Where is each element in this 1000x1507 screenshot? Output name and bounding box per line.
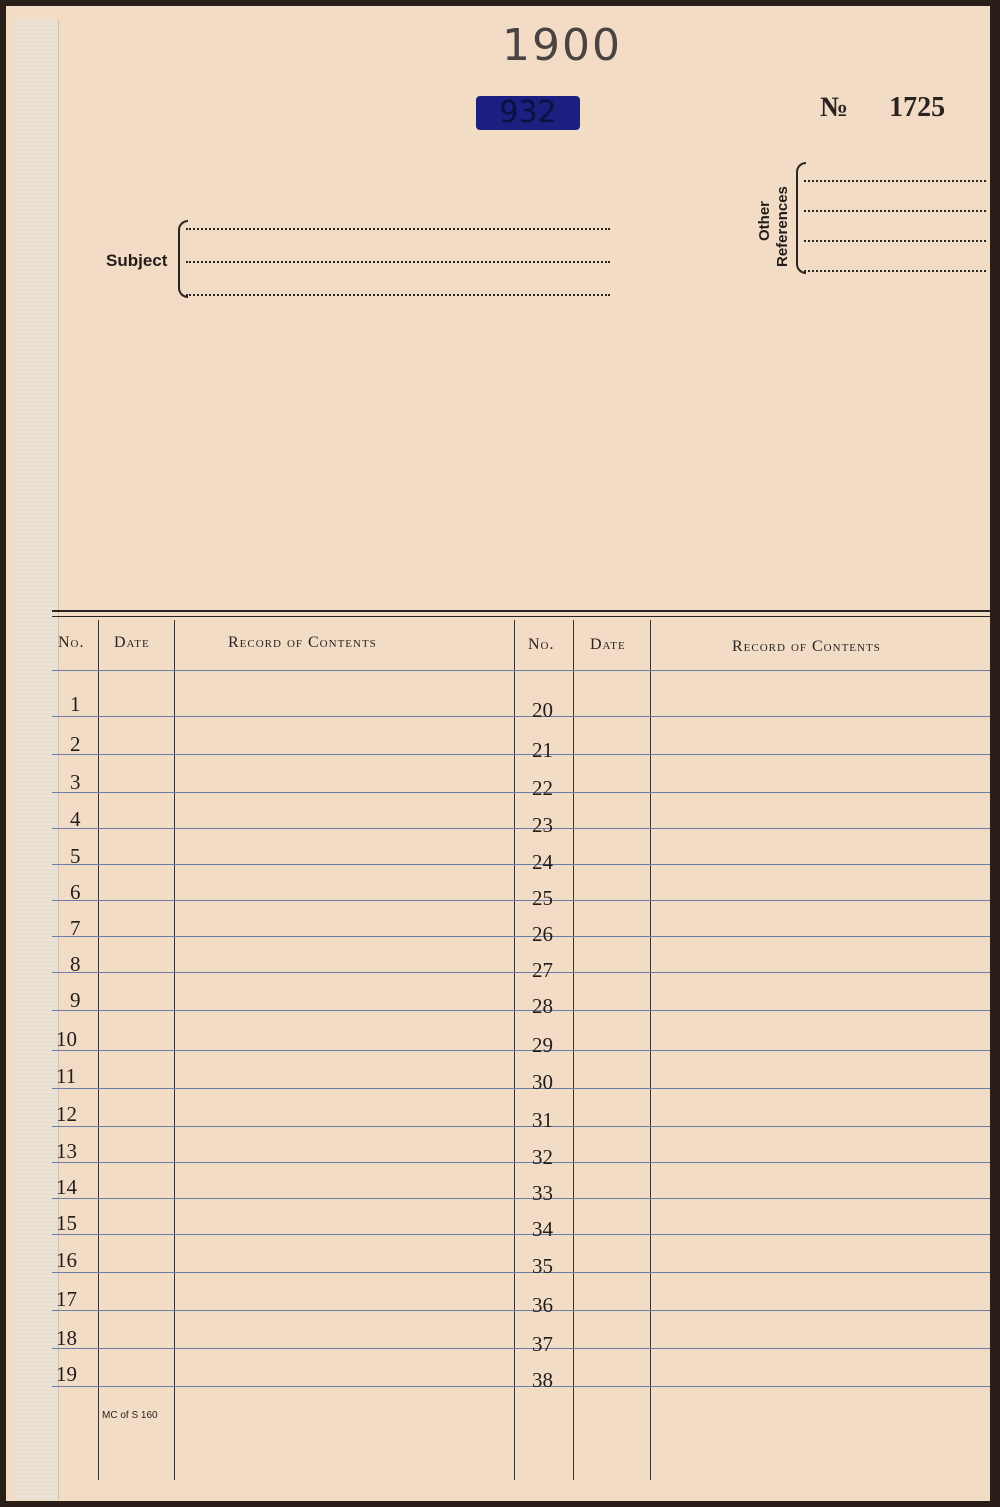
left-row-number: 11 xyxy=(56,1064,77,1088)
other-ref-line-3[interactable] xyxy=(804,240,986,242)
row-rule xyxy=(52,754,990,755)
left-row-number: 5 xyxy=(70,844,81,868)
left-row-number: 17 xyxy=(56,1287,77,1311)
left-date-header: Date xyxy=(114,634,150,651)
right-row-number: 35 xyxy=(532,1254,553,1278)
row-rule xyxy=(52,1386,990,1387)
row-rule xyxy=(52,1010,990,1011)
file-number-value: 1725 xyxy=(889,92,946,123)
table-top-rule xyxy=(52,610,990,612)
row-rule xyxy=(52,1310,990,1311)
year-stamp: 1900 xyxy=(502,20,622,71)
right-row-number: 20 xyxy=(532,698,553,722)
other-ref-line-2[interactable] xyxy=(804,210,986,212)
file-number-label: № xyxy=(820,92,849,123)
right-row-number: 25 xyxy=(532,886,553,910)
left-row-number: 1 xyxy=(70,692,81,716)
right-row-number: 22 xyxy=(532,776,553,800)
row-rule xyxy=(52,900,990,901)
left-row-number: 9 xyxy=(70,988,81,1012)
other-ref-line-4[interactable] xyxy=(804,270,986,272)
subject-line-3[interactable] xyxy=(186,294,610,296)
left-contents-header: Record of Contents xyxy=(228,634,377,651)
row-rule xyxy=(52,828,990,829)
row-rule xyxy=(52,792,990,793)
row-rule xyxy=(52,1162,990,1163)
left-row-number: 13 xyxy=(56,1139,77,1163)
sub-number-stamp: 932 xyxy=(476,96,580,130)
binding-spine xyxy=(14,20,59,1500)
right-row-number: 36 xyxy=(532,1293,553,1317)
file-cover-page xyxy=(6,6,990,1501)
left-row-number: 6 xyxy=(70,880,81,904)
row-rule xyxy=(52,716,990,717)
other-ref-line-1[interactable] xyxy=(804,180,986,182)
left-row-number: 12 xyxy=(56,1102,77,1126)
right-row-number: 34 xyxy=(532,1217,553,1241)
right-row-number: 31 xyxy=(532,1108,553,1132)
row-rule xyxy=(52,1198,990,1199)
left-row-number: 16 xyxy=(56,1248,77,1272)
right-row-number: 26 xyxy=(532,922,553,946)
right-row-number: 32 xyxy=(532,1145,553,1169)
row-rule xyxy=(52,936,990,937)
subject-line-2[interactable] xyxy=(186,261,610,263)
left-row-number: 18 xyxy=(56,1326,77,1350)
right-row-number: 30 xyxy=(532,1070,553,1094)
right-row-number: 29 xyxy=(532,1033,553,1057)
right-date-header: Date xyxy=(590,636,626,653)
row-rule xyxy=(52,1126,990,1127)
right-row-number: 27 xyxy=(532,958,553,982)
subject-bracket xyxy=(178,220,188,298)
subject-label: Subject xyxy=(106,251,168,270)
row-rule xyxy=(52,864,990,865)
right-row-number: 24 xyxy=(532,850,553,874)
left-row-number: 3 xyxy=(70,770,81,794)
left-row-number: 7 xyxy=(70,916,81,940)
table-top-rule-2 xyxy=(52,616,990,617)
right-row-number: 28 xyxy=(532,994,553,1018)
subject-line-1[interactable] xyxy=(186,228,610,230)
form-code: MC of S 160 xyxy=(102,1410,158,1421)
row-rule xyxy=(52,1088,990,1089)
left-row-number: 15 xyxy=(56,1211,77,1235)
right-row-number: 38 xyxy=(532,1368,553,1392)
left-row-number: 4 xyxy=(70,807,81,831)
row-rule xyxy=(52,670,990,671)
other-references-bracket xyxy=(796,162,806,274)
row-rule xyxy=(52,1050,990,1051)
right-row-number: 23 xyxy=(532,813,553,837)
file-number xyxy=(820,92,945,124)
left-row-number: 19 xyxy=(56,1362,77,1386)
other-references-label xyxy=(748,171,800,271)
right-row-number: 33 xyxy=(532,1181,553,1205)
right-row-number: 37 xyxy=(532,1332,553,1356)
left-row-number: 2 xyxy=(70,732,81,756)
left-row-number: 8 xyxy=(70,952,81,976)
other-references-line1: Other xyxy=(756,200,773,241)
right-contents-header: Record of Contents xyxy=(732,638,881,655)
row-rule xyxy=(52,1272,990,1273)
left-no-header: No. xyxy=(58,634,85,651)
left-row-number: 10 xyxy=(56,1027,77,1051)
left-row-number: 14 xyxy=(56,1175,77,1199)
right-no-header: No. xyxy=(528,636,555,653)
row-rule xyxy=(52,972,990,973)
other-references-line2: References xyxy=(774,186,791,267)
row-rule xyxy=(52,1348,990,1349)
row-rule xyxy=(52,1234,990,1235)
right-row-number: 21 xyxy=(532,738,553,762)
